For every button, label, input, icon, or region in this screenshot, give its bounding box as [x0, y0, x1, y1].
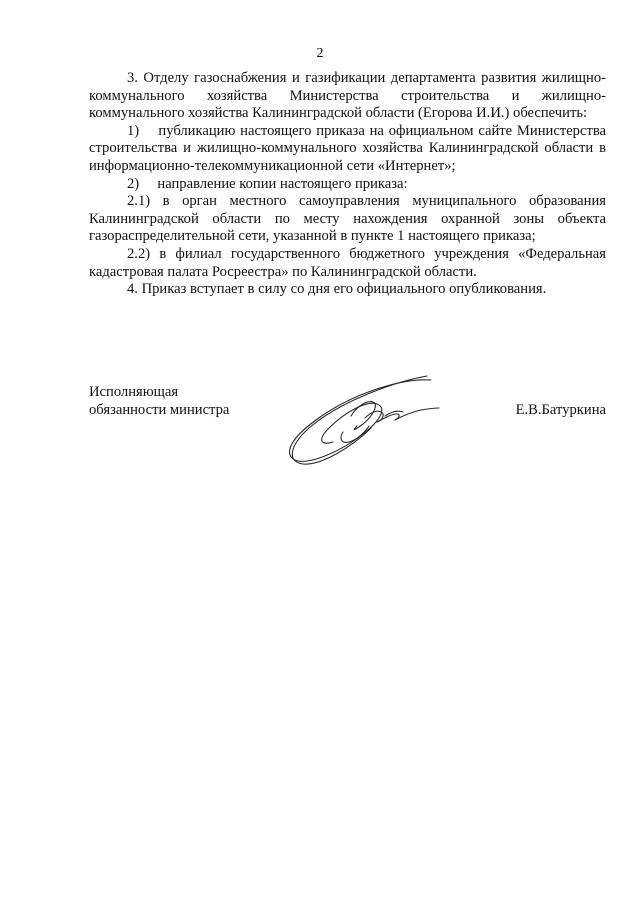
paragraph-4: 4. Приказ вступает в силу со дня его официального опубликования. [127, 281, 547, 298]
page-number: 2 [316, 46, 324, 61]
handwritten-signature-icon [281, 372, 441, 472]
signatory-name: Е.В.Батуркина [515, 401, 606, 418]
paragraph-3-1: 1) публикацию настоящего приказа на официальном сайте Министерства строительства и жилищно-коммунального хозяйства Калининградской области в информационно-телекоммуникационной сети «Интернет»; [89, 122, 606, 174]
signatory-role-line-2: обязанности министра [89, 401, 230, 418]
paragraph-3-2-2: 2.2) в филиал государственного бюджетного учреждения «Федеральная кадастровая палата Росреестра» по Калининградской области. [89, 245, 606, 280]
document-body [89, 70, 606, 299]
paragraph-3-2: 2) направление копии настоящего приказа: [127, 175, 408, 192]
signatory-role-line-1: Исполняющая [89, 384, 179, 400]
paragraph-3-2-1: 2.1) в орган местного самоуправления муниципального образования Калининградской области по месту нахождения охранной зоны объекта газораспределительной сети, указанной в пункте 1 настоящего приказа; [89, 193, 606, 245]
signature-block [89, 384, 606, 474]
signatory-role [89, 384, 229, 419]
paragraph-3: 3. Отделу газоснабжения и газификации департамента развития жилищно-коммунального хозяйства Министерства строительства и жилищно-коммунального хозяйства Калининградской области (Егорова И.И.) обеспечить: [89, 70, 606, 122]
